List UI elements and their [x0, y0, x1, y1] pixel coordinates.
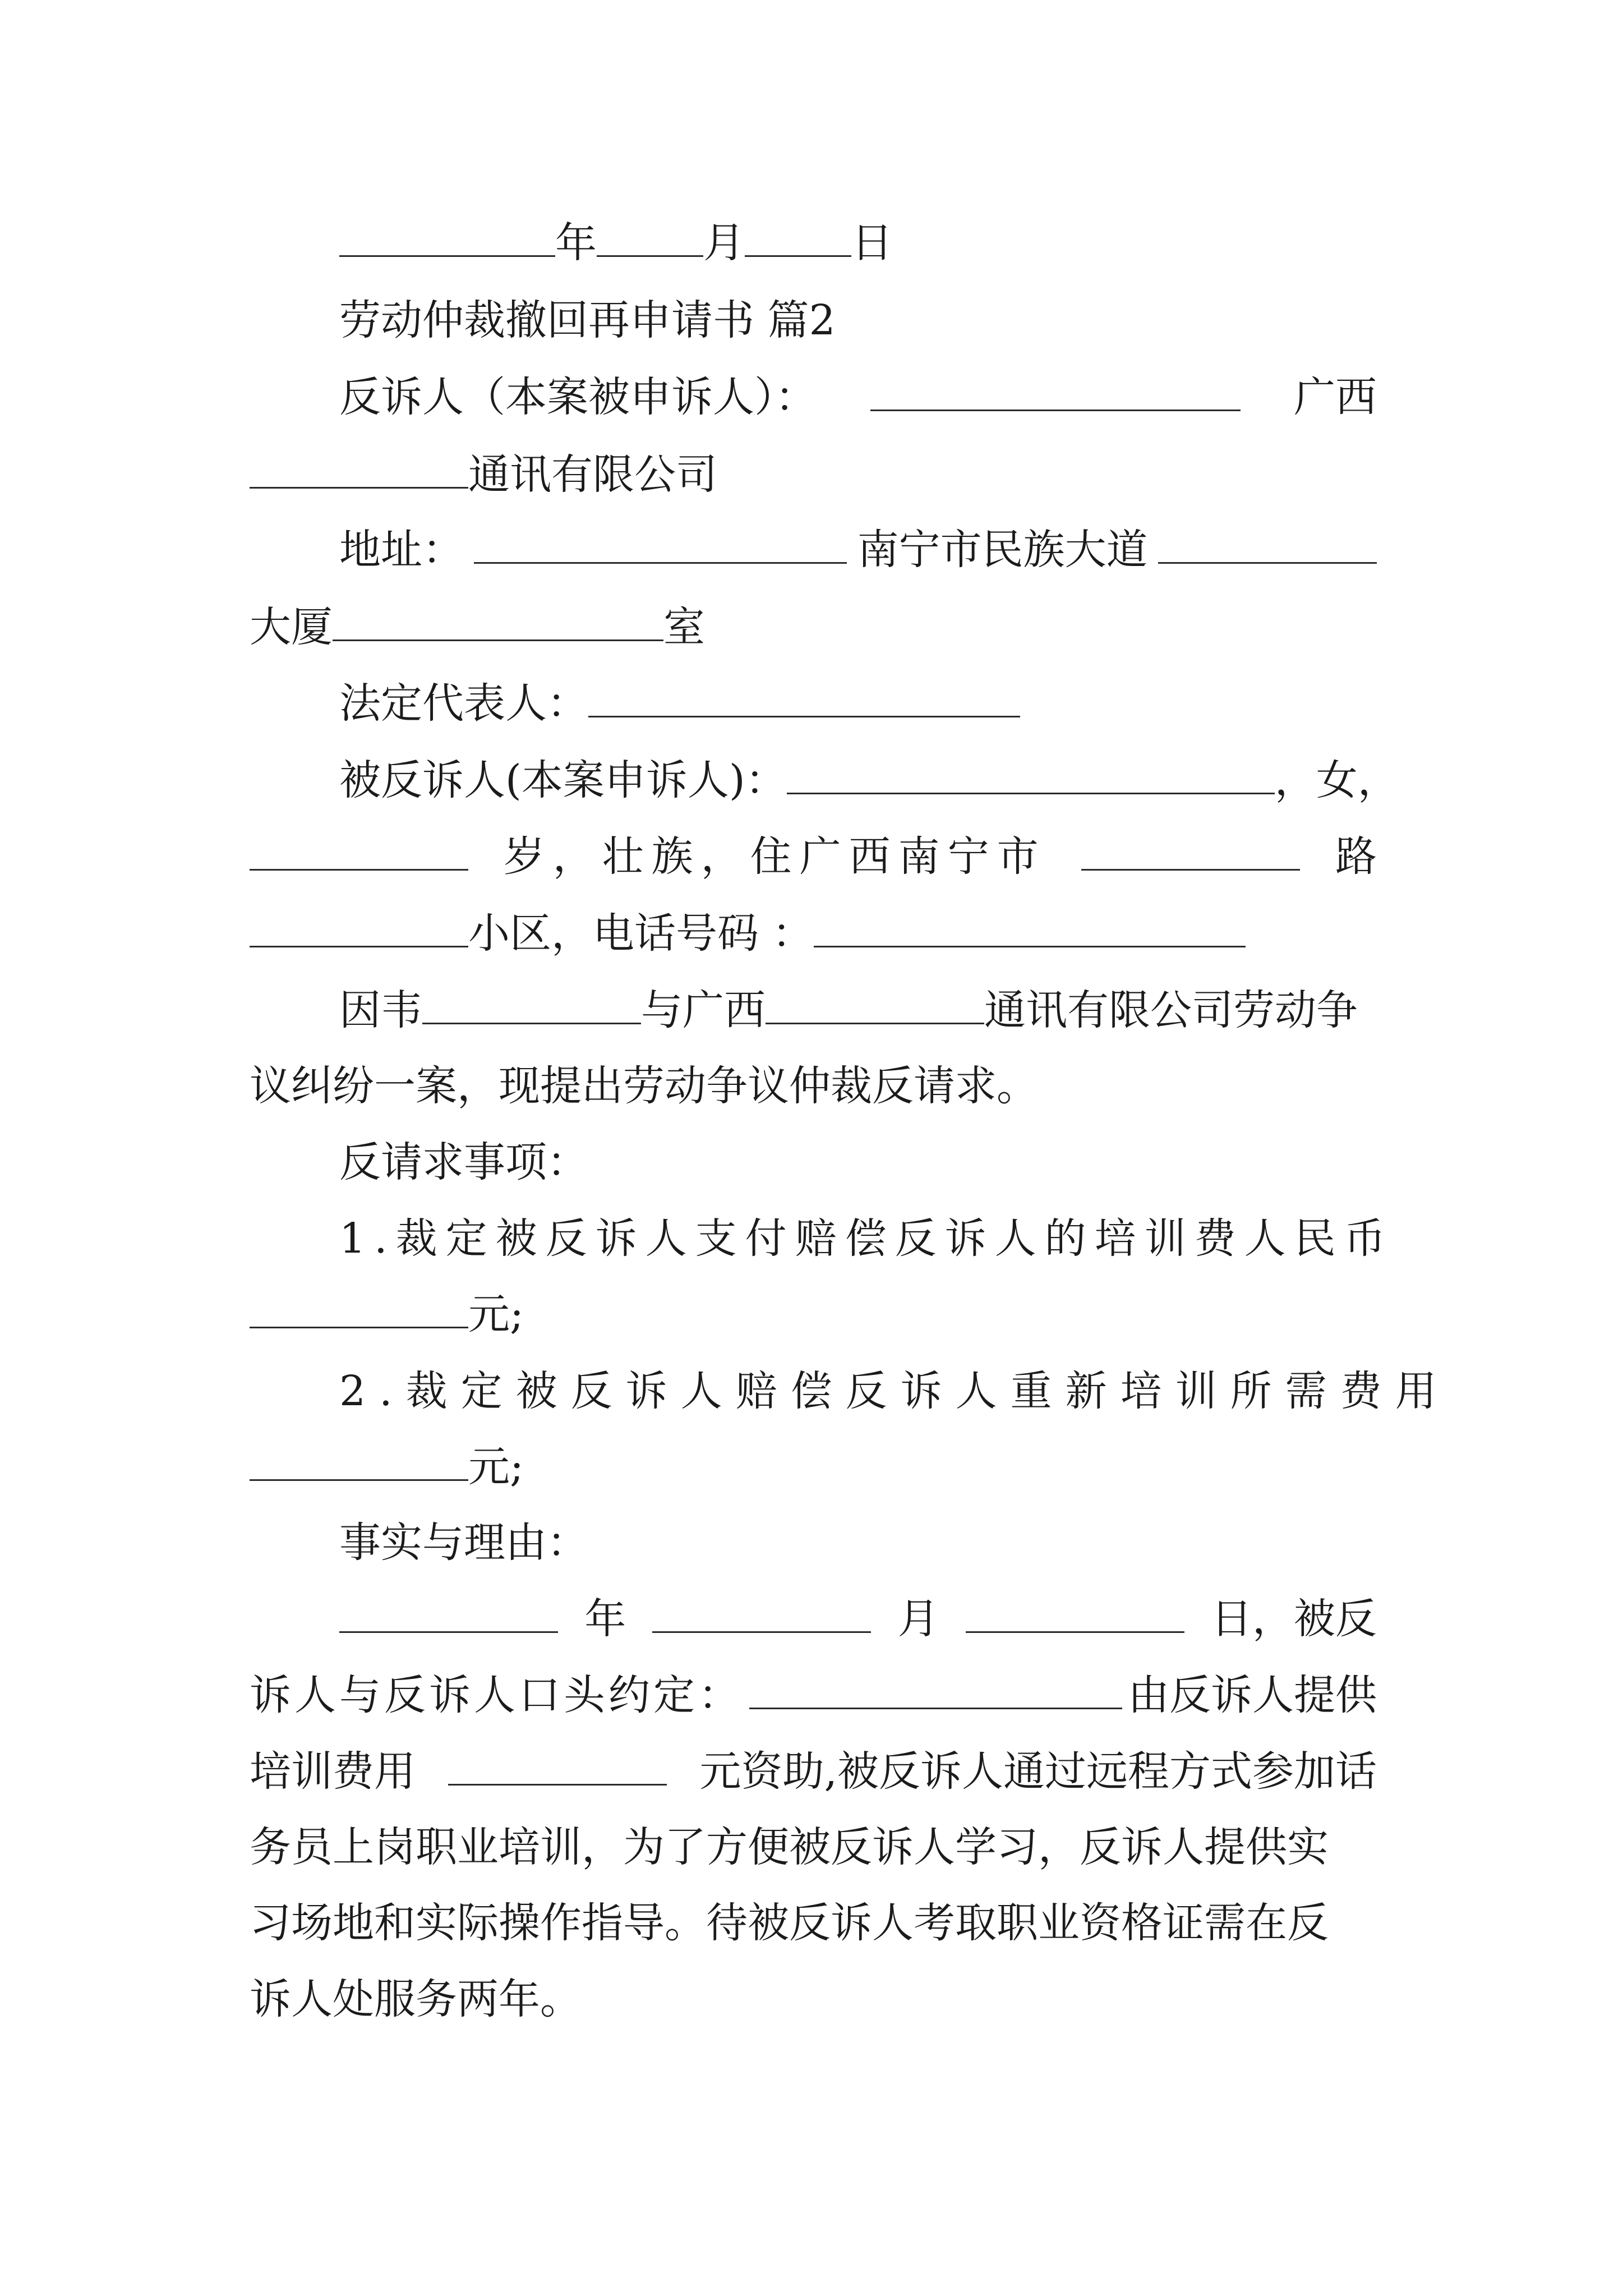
community-blank: [250, 909, 468, 947]
counter-claimant-line: [339, 369, 1377, 425]
facts-year-blank: [339, 1594, 558, 1633]
month-char: 月: [703, 219, 745, 267]
facts-line-4: 务员上岗职业培训，为了方便被反诉人学习，反诉人提供实: [250, 1823, 1329, 1871]
counter-claimant-company-line: [250, 447, 1377, 503]
address-room: 室: [663, 603, 705, 651]
year-blank: [339, 218, 555, 257]
address-road: 南宁市民族大道: [857, 526, 1148, 574]
intro-blank-2: [766, 986, 984, 1024]
claim-2-blank: [250, 1442, 468, 1481]
facts-month: 月: [897, 1595, 939, 1643]
address-line: [339, 522, 1377, 578]
intro-line-2: 议纠纷一案，现提出劳动争议仲裁反请求。: [250, 1062, 1038, 1110]
claim-1-unit-line: [250, 1286, 1377, 1342]
respondent-blank: [787, 756, 1275, 794]
facts-line-2: [250, 1667, 1377, 1723]
facts-month-blank: [652, 1594, 871, 1633]
day-char: 日: [851, 219, 893, 267]
facts-heading: 事实与理由：: [339, 1519, 588, 1567]
address-building: 大厦: [250, 603, 333, 651]
legal-rep-line: [339, 675, 1377, 731]
facts-fee-blank: [448, 1747, 667, 1786]
respondent-age-line: 岁，壮族，住广西南宁市: [503, 832, 1046, 881]
date-line: [339, 215, 1377, 271]
facts-line2-a: 诉人与反诉人口头约定：: [250, 1671, 743, 1719]
respondent-line-2: [250, 829, 1377, 885]
facts-line2-b: 由反诉人提供: [1128, 1671, 1377, 1719]
facts-line3-b: 元资助,被反诉人通过远程方式参加话: [699, 1747, 1377, 1796]
facts-line-6: 诉人处服务两年。: [250, 1975, 582, 2023]
address-blank-2: [1158, 525, 1377, 564]
respondent-label: 被反诉人(本案申诉人)：: [339, 756, 787, 804]
age-blank: [250, 832, 468, 871]
intro-blank-1: [422, 986, 641, 1024]
facts-year: 年: [584, 1595, 626, 1643]
facts-day: 日，被反: [1210, 1595, 1377, 1643]
counter-claimant-place: 广西: [1294, 373, 1377, 421]
facts-line-5: 习场地和实际操作指导。待被反诉人考取职业资格证需在反: [250, 1899, 1329, 1947]
month-blank: [597, 218, 703, 257]
claim-2-unit: 元;: [468, 1443, 524, 1491]
intro-line: [339, 982, 1377, 1038]
section-title: 劳动仲裁撤回再申请书 篇2: [339, 296, 836, 344]
intro-p2: 与广西: [641, 986, 766, 1034]
claim-2-unit-line: [250, 1439, 1377, 1495]
address-label: 地址：: [339, 526, 464, 574]
claim-1-blank: [250, 1290, 468, 1328]
claim-2-line: 2.裁定被反诉人赔偿反诉人重新培训所需费用: [339, 1367, 1450, 1415]
respondent-line-3: [250, 905, 1377, 961]
facts-line3-a: 培训费用: [250, 1747, 416, 1796]
facts-line-1: [339, 1591, 1377, 1647]
legal-rep-label: 法定代表人：: [339, 679, 588, 728]
day-blank: [745, 218, 851, 257]
claim-1-line: 1.裁定被反诉人支付赔偿反诉人的培训费人民币: [339, 1214, 1394, 1263]
address-line-2: [250, 599, 1377, 655]
respondent-district: 小区，电话号码 ：: [468, 909, 814, 958]
road-blank: [1081, 832, 1300, 871]
facts-line-3: [250, 1743, 1377, 1800]
facts-day-blank: [966, 1594, 1184, 1633]
counter-claimant-label: 反诉人（本案被申诉人）：: [339, 373, 817, 421]
address-blank-3: [333, 602, 663, 641]
year-char: 年: [555, 219, 597, 267]
claim-1-unit: 元;: [468, 1290, 524, 1338]
respondent-gender: ，女，: [1274, 756, 1399, 804]
intro-p1: 因韦: [339, 986, 422, 1034]
company-suffix: 通讯有限公司: [468, 450, 717, 499]
company-blank: [250, 450, 468, 489]
legal-rep-blank: [588, 679, 1020, 717]
respondent-road: 路: [1335, 832, 1377, 881]
respondent-line: [339, 752, 1399, 808]
intro-p3: 通讯有限公司劳动争: [984, 986, 1358, 1034]
facts-agreement-blank: [749, 1671, 1122, 1709]
claims-heading: 反请求事项：: [339, 1138, 588, 1186]
counter-claimant-blank: [870, 372, 1241, 411]
address-blank-1: [474, 525, 847, 564]
phone-blank: [814, 909, 1246, 947]
